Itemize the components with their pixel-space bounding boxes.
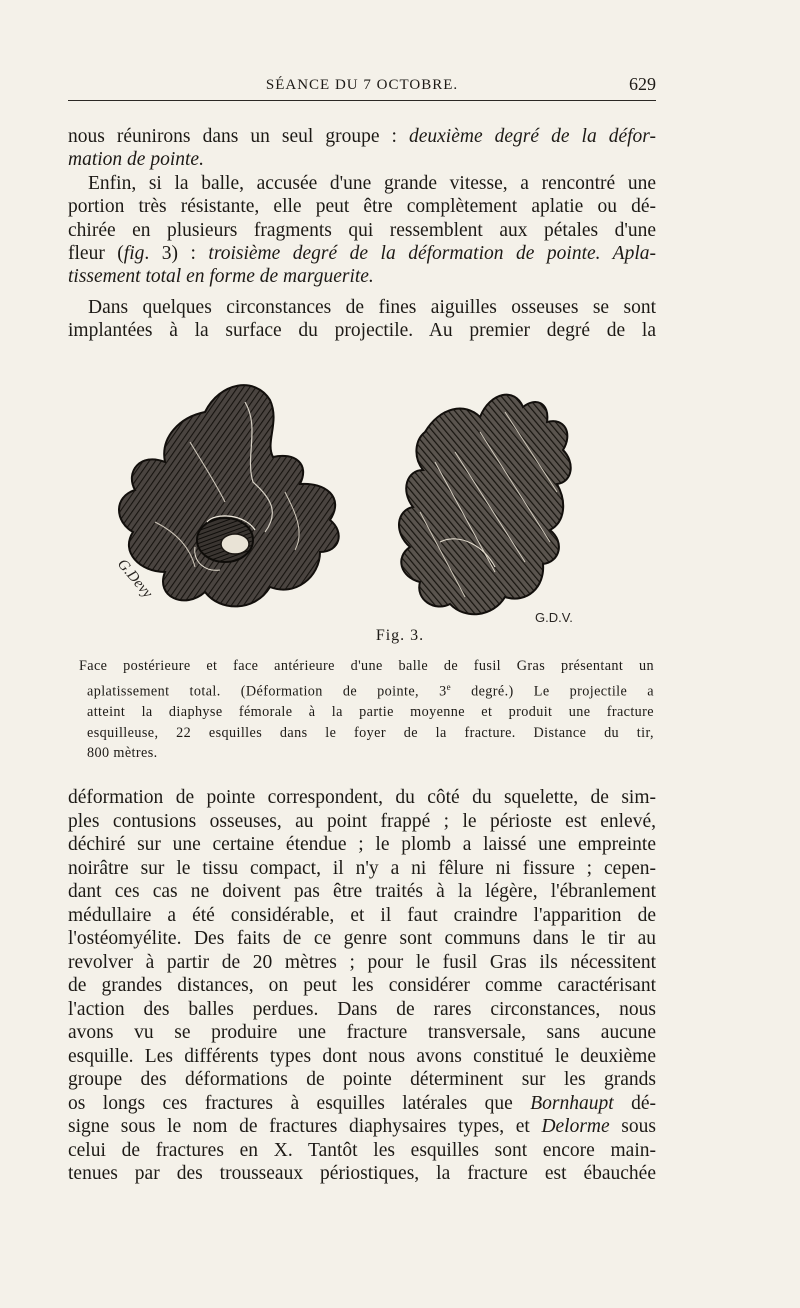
caption-line bbox=[79, 702, 654, 723]
text-run: os longs ces fractures à esquilles latérales que bbox=[68, 1092, 531, 1114]
italic-run: mation de pointe. bbox=[68, 149, 204, 171]
line bbox=[68, 1139, 656, 1163]
bullet-figure bbox=[95, 372, 655, 630]
text-run: chirée en plusieurs fragments qui ressemblent aux pétales d'une bbox=[68, 219, 656, 241]
page-number: 629 bbox=[629, 74, 656, 94]
paragraph-2 bbox=[68, 172, 656, 288]
line bbox=[68, 857, 656, 881]
line bbox=[68, 904, 656, 928]
text-run: esquilleuse, 22 esquilles dans le foyer de la fracture. Distance du tir, bbox=[87, 724, 654, 741]
text-run: l'ostéomyélite. Des faits de ce genre sont communs dans le tir au bbox=[68, 928, 656, 949]
paragraph-3 bbox=[68, 296, 656, 343]
line bbox=[68, 1115, 656, 1139]
text-run: noirâtre sur le tissu compact, il n'y a ni fêlure ni fissure ; cepen- bbox=[68, 857, 656, 879]
figure-caption bbox=[79, 656, 654, 764]
line bbox=[68, 974, 656, 998]
text-run: aplatissement total. (Déformation de pointe, 3 bbox=[87, 683, 447, 700]
italic-run: deuxième degré de la défor- bbox=[408, 126, 656, 147]
line bbox=[68, 1092, 656, 1116]
paragraph-1 bbox=[68, 125, 656, 172]
text-run: avons vu se produire une fracture transversale, sans aucune bbox=[68, 1022, 656, 1043]
line bbox=[68, 786, 656, 810]
author-name: Delorme bbox=[541, 1116, 610, 1137]
superscript: e bbox=[446, 681, 451, 692]
page-header bbox=[68, 70, 656, 100]
author-name: Bornhaupt bbox=[530, 1092, 614, 1114]
text-run: atteint la diaphyse fémorale à la partie moyenne et produit une fracture bbox=[87, 703, 654, 720]
text-run: déformation de pointe correspondent, du côté du squelette, de sim- bbox=[68, 787, 656, 808]
text-run: signe sous le nom de fractures diaphysaires types, et bbox=[68, 1116, 542, 1137]
text-run: celui de fractures en X. Tantôt les esquilles sont encore main- bbox=[68, 1139, 656, 1161]
text-run: tenues par des trousseaux périostiques, la fracture est ébauchée bbox=[68, 1163, 656, 1184]
line bbox=[68, 833, 656, 857]
signature-right: G.D.V. bbox=[535, 610, 573, 625]
line bbox=[68, 265, 656, 288]
line bbox=[68, 242, 656, 265]
italic-run: tissement total en forme de marguerite. bbox=[68, 266, 374, 288]
text-run: Enfin, si la balle, accusée d'une grande vitesse, a rencontré une bbox=[88, 173, 656, 194]
italic-run: troisième degré de la déformation de pointe. Apla- bbox=[208, 242, 656, 264]
text-run: 800 mètres. bbox=[87, 745, 158, 762]
caption-line bbox=[79, 723, 654, 744]
caption-line bbox=[79, 743, 654, 764]
text-run: implantées à la surface du projectile. Au premier degré de la bbox=[68, 320, 656, 342]
signature-left: G.Devy bbox=[113, 556, 156, 602]
line bbox=[68, 1045, 656, 1069]
line bbox=[68, 927, 656, 951]
text-run: sous bbox=[609, 1116, 656, 1137]
line bbox=[68, 148, 656, 171]
figure-label: Fig. 3. bbox=[375, 627, 425, 644]
text-run: revolver à partir de 20 mètres ; pour le fusil Gras ils nécessitent bbox=[68, 951, 656, 973]
paragraph-4 bbox=[68, 786, 656, 1186]
text-run: esquille. Les différents types dont nous avons constitué le deuxième bbox=[68, 1045, 656, 1067]
text-run: Dans quelques circonstances de fines aiguilles osseuses se sont bbox=[88, 297, 656, 318]
text-run: nous réunirons dans un seul groupe : bbox=[68, 126, 409, 147]
header-rule bbox=[68, 100, 656, 101]
line bbox=[68, 219, 656, 242]
text-run: . 3) : bbox=[144, 242, 209, 264]
text-run: ples contusions osseuses, au point frappé ; le périoste est enlevé, bbox=[68, 810, 656, 832]
line bbox=[68, 172, 656, 195]
text-run: médullaire a été considérable, et il faut craindre l'apparition de bbox=[68, 904, 656, 926]
line bbox=[68, 1162, 656, 1186]
line bbox=[68, 998, 656, 1022]
line bbox=[68, 319, 656, 342]
running-head: SÉANCE DU 7 OCTOBRE. bbox=[265, 77, 459, 93]
line bbox=[68, 195, 656, 218]
text-run: groupe des déformations de pointe déterminent sur les grands bbox=[68, 1069, 656, 1090]
line bbox=[68, 1021, 656, 1045]
text-run: Face postérieure et face antérieure d'une balle de fusil Gras présentant un bbox=[79, 658, 654, 674]
caption-line bbox=[79, 677, 654, 702]
caption-line bbox=[79, 656, 654, 677]
text-run: dant ces cas ne doivent pas être traités à la légère, l'ébranlement bbox=[68, 881, 656, 902]
line bbox=[68, 296, 656, 319]
text-run: de grandes distances, on peut les considérer comme caractérisant bbox=[68, 975, 656, 996]
text-run: l'action des balles perdues. Dans de rares circonstances, nous bbox=[68, 998, 656, 1020]
text-run: déchiré sur une certaine étendue ; le plomb a laissé une empreinte bbox=[68, 834, 656, 855]
text-run: portion très résistante, elle peut être complètement aplatie ou dé- bbox=[68, 196, 656, 218]
text-run: fleur ( bbox=[68, 242, 124, 264]
line bbox=[68, 125, 656, 148]
left-bullet-drawing bbox=[119, 385, 339, 606]
fig-reference: fig bbox=[123, 242, 145, 264]
line bbox=[68, 810, 656, 834]
line bbox=[68, 880, 656, 904]
line bbox=[68, 951, 656, 975]
right-bullet-drawing bbox=[399, 395, 571, 615]
bullet-engraving bbox=[95, 372, 655, 630]
text-run: degré.) Le projectile a bbox=[451, 683, 654, 700]
text-run: dé- bbox=[613, 1092, 656, 1114]
line bbox=[68, 1068, 656, 1092]
